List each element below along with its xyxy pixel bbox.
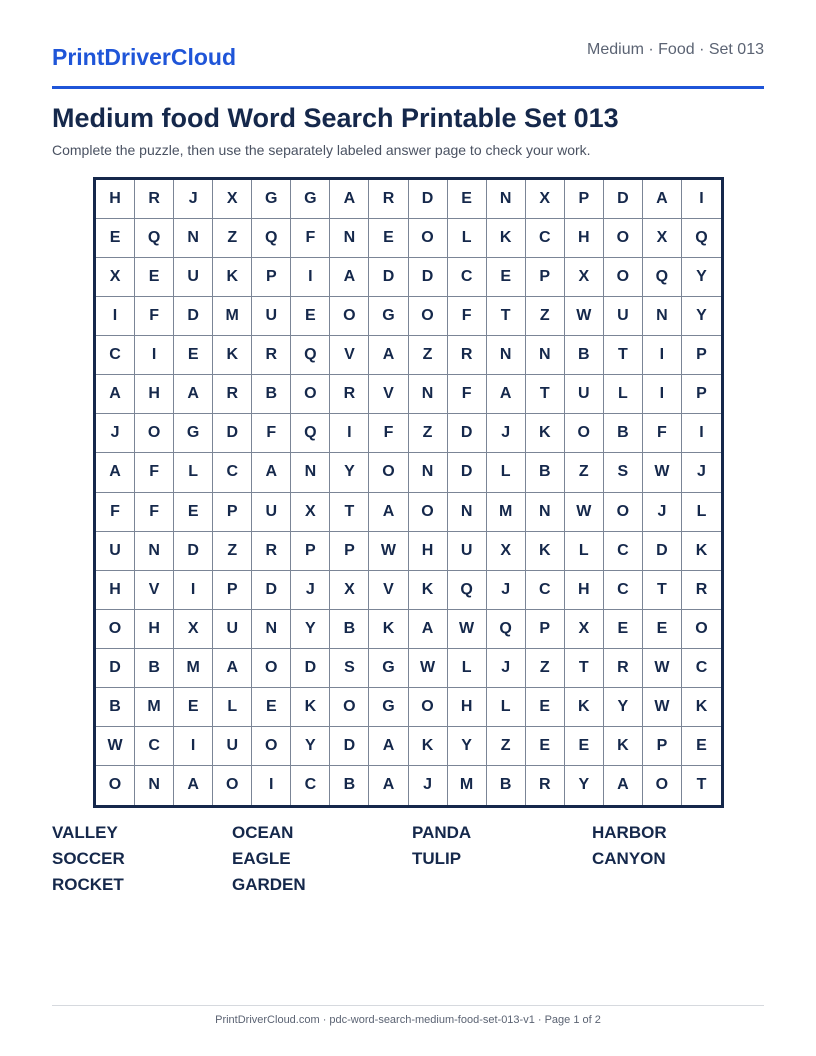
grid-cell: K <box>369 610 408 649</box>
grid-cell: E <box>604 610 643 649</box>
grid-cell: I <box>291 258 330 297</box>
grid-cell: U <box>213 727 252 766</box>
grid-cell: F <box>135 453 174 492</box>
grid-cell: I <box>135 336 174 375</box>
word-list-item: TULIP <box>412 849 462 868</box>
grid-cell: Y <box>448 727 487 766</box>
grid-cell: H <box>135 375 174 414</box>
grid-cell: F <box>291 219 330 258</box>
grid-cell: O <box>96 610 135 649</box>
grid-cell: N <box>330 219 369 258</box>
brand-logo-text: PrintDriverCloud <box>52 44 237 70</box>
grid-cell: L <box>448 219 487 258</box>
grid-cell: K <box>526 532 565 571</box>
grid-cell: P <box>526 610 565 649</box>
grid-cell: K <box>526 414 565 453</box>
grid-cell: Z <box>487 727 526 766</box>
grid-cell: T <box>330 493 369 532</box>
grid-cell: E <box>487 258 526 297</box>
grid-cell: X <box>96 258 135 297</box>
grid-cell: Q <box>643 258 682 297</box>
grid-cell: P <box>643 727 682 766</box>
grid-cell: F <box>448 297 487 336</box>
grid-cell: X <box>643 219 682 258</box>
grid-cell: V <box>369 375 408 414</box>
grid-cell: C <box>604 532 643 571</box>
grid-cell: X <box>565 610 604 649</box>
grid-cell: L <box>682 493 721 532</box>
grid-cell: G <box>369 649 408 688</box>
grid-cell: D <box>604 180 643 219</box>
grid-cell: D <box>369 258 408 297</box>
word-list-item: CANYON <box>592 849 666 868</box>
grid-cell: V <box>135 571 174 610</box>
grid-cell: B <box>487 766 526 805</box>
grid-cell: N <box>487 336 526 375</box>
grid-cell: E <box>135 258 174 297</box>
grid-cell: A <box>409 610 448 649</box>
grid-cell: D <box>409 258 448 297</box>
grid-cell: C <box>291 766 330 805</box>
grid-cell: F <box>135 297 174 336</box>
grid-cell: I <box>252 766 291 805</box>
grid-cell: O <box>604 219 643 258</box>
grid-cell: W <box>643 649 682 688</box>
grid-cell: C <box>526 571 565 610</box>
grid-cell: K <box>409 727 448 766</box>
grid-cell: B <box>252 375 291 414</box>
page-subtitle: Complete the puzzle, then use the separately labeled answer page to check your work. <box>52 142 591 158</box>
grid-cell: T <box>565 649 604 688</box>
grid-cell: T <box>696 776 707 794</box>
footer-divider <box>52 1005 764 1006</box>
grid-cell: L <box>487 453 526 492</box>
grid-cell: O <box>409 219 448 258</box>
grid-cell: D <box>643 532 682 571</box>
grid-cell: P <box>213 571 252 610</box>
grid-cell: Q <box>291 336 330 375</box>
grid-cell: W <box>409 649 448 688</box>
grid-cell: U <box>96 532 135 571</box>
puzzle-meta: Medium · Food · Set 013 <box>587 41 764 58</box>
grid-cell: N <box>409 375 448 414</box>
grid-cell: A <box>174 766 213 805</box>
grid-cell: O <box>409 688 448 727</box>
grid-cell: W <box>565 493 604 532</box>
page-title: Medium food Word Search Printable Set 013 <box>52 103 619 133</box>
grid-cell: K <box>291 688 330 727</box>
grid-cell: R <box>330 375 369 414</box>
grid-cell: D <box>448 414 487 453</box>
grid-cell: W <box>643 688 682 727</box>
grid-cell: U <box>604 297 643 336</box>
grid-cell: H <box>135 610 174 649</box>
grid-cell: K <box>409 571 448 610</box>
grid-cell: C <box>526 219 565 258</box>
grid-cell: T <box>643 571 682 610</box>
grid-cell: N <box>526 493 565 532</box>
grid-cell: R <box>369 180 408 219</box>
word-list-item: VALLEY <box>52 823 118 842</box>
grid-cell: K <box>682 688 721 727</box>
word-list-item: PANDA <box>412 823 472 842</box>
grid-cell: Z <box>409 414 448 453</box>
grid-cell: Z <box>213 219 252 258</box>
grid-cell: I <box>96 297 135 336</box>
grid-cell: C <box>604 571 643 610</box>
grid-cell: E <box>174 336 213 375</box>
grid-cell: Z <box>213 532 252 571</box>
word-list-item: OCEAN <box>232 823 294 842</box>
grid-cell: W <box>448 610 487 649</box>
grid-cell: H <box>409 532 448 571</box>
grid-cell: R <box>448 336 487 375</box>
grid-cell: H <box>565 219 604 258</box>
grid-cell: N <box>135 532 174 571</box>
grid-cell: J <box>487 649 526 688</box>
grid-cell: L <box>448 649 487 688</box>
grid-cell: Y <box>330 453 369 492</box>
grid-cell: X <box>213 180 252 219</box>
grid-cell: L <box>213 688 252 727</box>
word-list-item: EAGLE <box>232 849 291 868</box>
grid-cell: N <box>448 493 487 532</box>
grid-cell: N <box>135 766 174 805</box>
grid-cell: A <box>369 493 408 532</box>
grid-cell: O <box>252 727 291 766</box>
grid-cell: B <box>135 649 174 688</box>
grid-cell: O <box>643 766 682 805</box>
grid-cell: B <box>330 766 369 805</box>
grid-cell: W <box>96 727 135 766</box>
grid-cell: A <box>252 453 291 492</box>
grid-cell: J <box>487 414 526 453</box>
grid-cell: N <box>174 219 213 258</box>
grid-cell: E <box>252 688 291 727</box>
grid-cell: Z <box>526 297 565 336</box>
grid-cell: H <box>96 180 135 219</box>
grid-cell: Y <box>291 610 330 649</box>
grid-cell: P <box>682 336 721 375</box>
grid-cell: Y <box>291 727 330 766</box>
grid-cell: D <box>174 532 213 571</box>
grid-cell: U <box>252 297 291 336</box>
grid-cell: S <box>604 453 643 492</box>
grid-cell: Q <box>448 571 487 610</box>
grid-cell: X <box>291 493 330 532</box>
grid-cell: E <box>526 688 565 727</box>
grid-cell: O <box>96 766 135 805</box>
grid-cell: A <box>369 336 408 375</box>
grid-cell: A <box>604 766 643 805</box>
grid-cell: Q <box>252 219 291 258</box>
grid-cell: H <box>448 688 487 727</box>
grid-cell: B <box>565 336 604 375</box>
grid-cell: O <box>330 688 369 727</box>
grid-cell: U <box>252 493 291 532</box>
grid-cell: N <box>643 297 682 336</box>
grid-cell: W <box>643 453 682 492</box>
grid-cell: J <box>643 493 682 532</box>
grid-cell: M <box>135 688 174 727</box>
grid-cell: N <box>526 336 565 375</box>
grid-cell: I <box>643 375 682 414</box>
grid-cell: O <box>604 258 643 297</box>
grid-cell: R <box>252 336 291 375</box>
grid-cell: A <box>369 727 408 766</box>
grid-cell: P <box>565 180 604 219</box>
grid-cell: O <box>213 766 252 805</box>
grid-cell: U <box>565 375 604 414</box>
grid-cell: A <box>330 258 369 297</box>
grid-cell: J <box>291 571 330 610</box>
grid-cell: P <box>252 258 291 297</box>
grid-cell: N <box>409 453 448 492</box>
grid-cell: V <box>330 336 369 375</box>
grid-cell: E <box>369 219 408 258</box>
grid-cell: Z <box>565 453 604 492</box>
grid-cell: H <box>96 571 135 610</box>
grid-cell: L <box>604 375 643 414</box>
word-list-item: ROCKET <box>52 875 124 894</box>
grid-cell: D <box>213 414 252 453</box>
grid-cell: Z <box>409 336 448 375</box>
page-header <box>52 30 764 89</box>
grid-cell: F <box>369 414 408 453</box>
grid-cell: X <box>565 258 604 297</box>
grid-cell: O <box>604 493 643 532</box>
grid-cell: I <box>682 180 721 219</box>
grid-cell: R <box>213 375 252 414</box>
grid-cell: M <box>487 493 526 532</box>
grid-cell: D <box>330 727 369 766</box>
grid-cell: Z <box>526 649 565 688</box>
grid-cell: Q <box>682 219 721 258</box>
grid-cell: P <box>213 493 252 532</box>
grid-cell: U <box>213 610 252 649</box>
grid-cell: J <box>409 766 448 805</box>
grid-cell: T <box>487 297 526 336</box>
grid-cell: N <box>291 453 330 492</box>
grid-cell: G <box>291 180 330 219</box>
grid-cell: Y <box>565 766 604 805</box>
grid-cell: L <box>174 453 213 492</box>
grid-cell: C <box>135 727 174 766</box>
grid-cell: M <box>448 766 487 805</box>
grid-cell: F <box>448 375 487 414</box>
grid-cell: X <box>487 532 526 571</box>
grid-cell: F <box>252 414 291 453</box>
grid-cell: N <box>252 610 291 649</box>
grid-cell: L <box>565 532 604 571</box>
grid-cell: I <box>643 336 682 375</box>
grid-cell: O <box>330 297 369 336</box>
grid-cell: S <box>330 649 369 688</box>
grid-cell: K <box>682 532 721 571</box>
grid-cell: Q <box>135 219 174 258</box>
grid-cell: E <box>526 727 565 766</box>
word-list-item: SOCCER <box>52 849 125 868</box>
grid-cell: X <box>174 610 213 649</box>
grid-cell: O <box>252 649 291 688</box>
grid-cell: Y <box>604 688 643 727</box>
grid-cell: Q <box>291 414 330 453</box>
grid-cell: A <box>96 453 135 492</box>
grid-cell: F <box>135 493 174 532</box>
grid-cell: J <box>487 571 526 610</box>
grid-cell: O <box>682 610 721 649</box>
grid-cell: O <box>291 375 330 414</box>
grid-cell: D <box>448 453 487 492</box>
word-list-item: HARBOR <box>592 823 667 842</box>
grid-cell: R <box>604 649 643 688</box>
grid-cell: P <box>682 375 721 414</box>
grid-cell: E <box>96 219 135 258</box>
grid-cell: B <box>96 688 135 727</box>
grid-cell: B <box>604 414 643 453</box>
grid-cell: V <box>369 571 408 610</box>
grid-cell: A <box>330 180 369 219</box>
word-list <box>52 824 764 894</box>
grid-cell: B <box>330 610 369 649</box>
grid-cell: L <box>487 688 526 727</box>
grid-cell: A <box>213 649 252 688</box>
grid-cell: C <box>448 258 487 297</box>
grid-cell: A <box>174 375 213 414</box>
grid-cell: G <box>369 688 408 727</box>
grid-cell: D <box>409 180 448 219</box>
grid-cell: R <box>682 571 721 610</box>
grid-cell: Q <box>487 610 526 649</box>
grid-cell: A <box>487 375 526 414</box>
grid-cell: E <box>643 610 682 649</box>
grid-cell: I <box>174 571 213 610</box>
grid-cell: K <box>604 727 643 766</box>
grid-cell: O <box>135 414 174 453</box>
grid-cell: E <box>174 493 213 532</box>
grid-cell: C <box>96 336 135 375</box>
grid-cell: K <box>487 219 526 258</box>
grid-cell: R <box>526 766 565 805</box>
grid-cell: B <box>526 453 565 492</box>
grid-cell: H <box>565 571 604 610</box>
grid-cell: K <box>213 258 252 297</box>
grid-cell: G <box>174 414 213 453</box>
grid-cell: R <box>252 532 291 571</box>
word-list-item: GARDEN <box>232 875 306 894</box>
grid-cell: N <box>487 180 526 219</box>
grid-cell: O <box>409 297 448 336</box>
grid-cell: D <box>174 297 213 336</box>
grid-cell: I <box>174 727 213 766</box>
word-search-grid <box>93 177 724 808</box>
page-footer: PrintDriverCloud.com · pdc-word-search-medium-food-set-013-v1 · Page 1 of 2 <box>215 1014 601 1026</box>
grid-cell: P <box>330 532 369 571</box>
grid-cell: R <box>135 180 174 219</box>
grid-cell: M <box>213 297 252 336</box>
grid-cell: C <box>682 649 721 688</box>
grid-cell: D <box>96 649 135 688</box>
grid-cell: X <box>330 571 369 610</box>
grid-cell: O <box>409 493 448 532</box>
grid-cell: J <box>96 414 135 453</box>
grid-cell: J <box>682 453 721 492</box>
grid-cell: U <box>448 532 487 571</box>
grid-cell: P <box>291 532 330 571</box>
grid-cell: A <box>96 375 135 414</box>
grid-cell: I <box>682 414 721 453</box>
grid-cell: Y <box>682 258 721 297</box>
grid-cell: K <box>213 336 252 375</box>
grid-cell: C <box>213 453 252 492</box>
grid-cell: T <box>604 336 643 375</box>
grid-cell: E <box>565 727 604 766</box>
grid-cell: D <box>252 571 291 610</box>
grid-cell: E <box>291 297 330 336</box>
grid-cell: T <box>526 375 565 414</box>
grid-cell: E <box>174 688 213 727</box>
grid-cell: I <box>330 414 369 453</box>
grid-cell: E <box>448 180 487 219</box>
grid-cell: P <box>526 258 565 297</box>
grid-cell: J <box>174 180 213 219</box>
grid-cell: Y <box>682 297 721 336</box>
grid-cell: X <box>526 180 565 219</box>
grid-cell: O <box>369 453 408 492</box>
grid-cell: M <box>174 649 213 688</box>
grid-cell: D <box>291 649 330 688</box>
grid-cell: O <box>565 414 604 453</box>
grid-cell: F <box>96 493 135 532</box>
grid-cell: A <box>369 766 408 805</box>
grid-cell: G <box>252 180 291 219</box>
grid-cell: E <box>682 727 721 766</box>
grid-cell: K <box>565 688 604 727</box>
grid-cell: A <box>643 180 682 219</box>
grid-cell: U <box>174 258 213 297</box>
grid-cell: G <box>369 297 408 336</box>
grid-cell: W <box>369 532 408 571</box>
grid-cell: W <box>565 297 604 336</box>
grid-cell: F <box>643 414 682 453</box>
